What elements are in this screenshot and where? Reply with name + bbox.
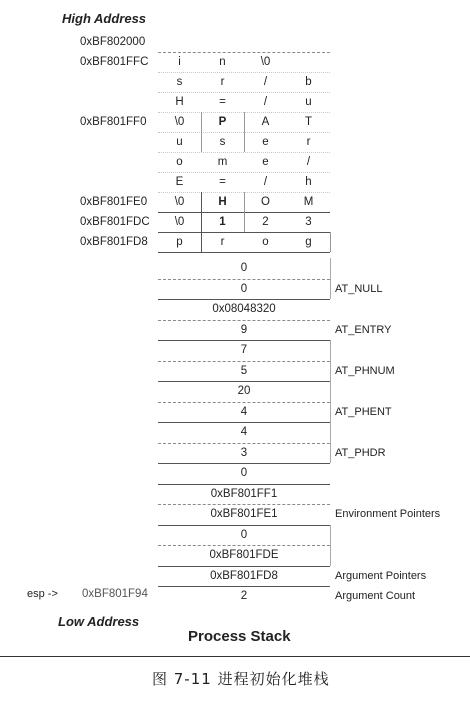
string-byte-cell: T xyxy=(304,116,313,128)
esp-pointer-label: esp -> xyxy=(27,588,58,600)
string-byte-cell: / xyxy=(263,76,268,88)
string-byte-cell: \0 xyxy=(174,116,185,128)
stack-field-label: Environment Pointers xyxy=(335,508,441,520)
stack-value-cell: 9 xyxy=(240,323,248,336)
high-address-label: High Address xyxy=(62,11,147,26)
stack-field-label: AT_NULL xyxy=(335,282,383,295)
stack-value-cell: 20 xyxy=(237,385,251,398)
stack-field-label: AT_PHENT xyxy=(335,405,392,418)
stack-field-label: Argument Count xyxy=(335,590,416,602)
stack-field-label: AT_ENTRY xyxy=(335,323,392,336)
string-byte-cell: b xyxy=(305,76,312,88)
esp-address: 0xBF801F94 xyxy=(82,588,148,600)
stack-value-cell: 7 xyxy=(240,344,248,357)
string-byte-cell: 2 xyxy=(262,216,269,228)
block-edge xyxy=(330,258,331,299)
stack-field-label: Argument Pointers xyxy=(335,569,427,582)
string-byte-cell: P xyxy=(218,116,227,128)
string-byte-cell: u xyxy=(176,136,183,148)
string-byte-cell: \0 xyxy=(174,216,185,228)
figure-caption: 图 7-11 进程初始化堆栈 xyxy=(152,670,330,688)
string-byte-cell: = xyxy=(219,96,226,108)
stack-field-label: AT_PHDR xyxy=(335,446,386,459)
low-address-label: Low Address xyxy=(58,614,140,629)
cell-guide xyxy=(330,232,331,252)
string-byte-cell: o xyxy=(262,236,269,248)
string-byte-cell: 1 xyxy=(219,216,226,228)
stack-divider xyxy=(158,252,330,253)
string-byte-cell: 3 xyxy=(305,216,312,228)
cell-guide xyxy=(244,192,245,232)
string-byte-cell: i xyxy=(178,56,181,68)
string-byte-cell: p xyxy=(176,236,183,248)
string-byte-cell: O xyxy=(261,196,270,208)
string-row-address: 0xBF801FD8 xyxy=(80,236,148,248)
string-byte-cell: r xyxy=(306,136,311,148)
string-byte-cell: m xyxy=(217,156,228,168)
string-row-address: 0xBF801FFC xyxy=(80,56,149,68)
block-edge xyxy=(330,340,331,463)
string-byte-cell: M xyxy=(303,196,314,208)
string-byte-cell: = xyxy=(219,176,226,188)
stack-value-cell: 0xBF801FD8 xyxy=(210,569,278,582)
string-byte-cell: e xyxy=(262,156,269,168)
string-byte-cell: s xyxy=(176,76,183,88)
diagram-title: Process Stack xyxy=(188,628,291,645)
string-byte-cell: e xyxy=(262,136,269,148)
string-byte-cell: n xyxy=(219,56,226,68)
string-byte-cell: s xyxy=(219,136,226,148)
caption-separator xyxy=(0,656,470,657)
string-byte-cell: r xyxy=(220,76,225,88)
stack-value-cell: 0xBF801FDE xyxy=(209,549,279,562)
stack-value-cell: 4 xyxy=(240,405,248,418)
string-byte-cell: u xyxy=(305,96,312,108)
stack-value-cell: 3 xyxy=(240,446,248,459)
string-byte-cell: o xyxy=(176,156,183,168)
string-byte-cell: A xyxy=(261,116,270,128)
stack-value-cell: 5 xyxy=(240,364,248,377)
top-address: 0xBF802000 xyxy=(80,36,146,48)
stack-value-cell: 0 xyxy=(240,467,248,480)
string-byte-cell xyxy=(287,52,330,72)
stack-value-cell: 0 xyxy=(240,262,248,275)
string-byte-cell: / xyxy=(263,176,268,188)
cell-guide xyxy=(244,112,245,152)
stack-value-cell: 0xBF801FF1 xyxy=(210,487,278,500)
string-row-address: 0xBF801FE0 xyxy=(80,196,148,208)
stack-value-cell: 0x08048320 xyxy=(212,303,276,316)
cell-guide xyxy=(201,192,202,252)
string-byte-cell: r xyxy=(220,236,225,248)
string-byte-cell: / xyxy=(306,156,311,168)
string-byte-cell: g xyxy=(305,236,312,248)
string-row-address: 0xBF801FF0 xyxy=(80,116,147,128)
string-byte-cell: H xyxy=(175,96,184,108)
stack-value-cell: 0 xyxy=(240,528,248,541)
string-byte-cell: \0 xyxy=(174,196,185,208)
stack-field-label: AT_PHNUM xyxy=(335,364,395,377)
stack-value-cell: 0 xyxy=(240,282,248,295)
string-row-address: 0xBF801FDC xyxy=(80,216,150,228)
stack-value-cell: 2 xyxy=(240,590,248,603)
stack-value-cell: 4 xyxy=(240,426,248,439)
string-byte-cell: E xyxy=(175,176,184,188)
block-edge xyxy=(330,525,331,566)
stack-value-cell: 0xBF801FE1 xyxy=(210,508,278,521)
string-byte-cell: \0 xyxy=(260,56,271,68)
string-byte-cell: / xyxy=(263,96,268,108)
cell-guide xyxy=(201,112,202,152)
string-byte-cell: h xyxy=(305,176,312,188)
string-byte-cell: H xyxy=(218,196,227,208)
